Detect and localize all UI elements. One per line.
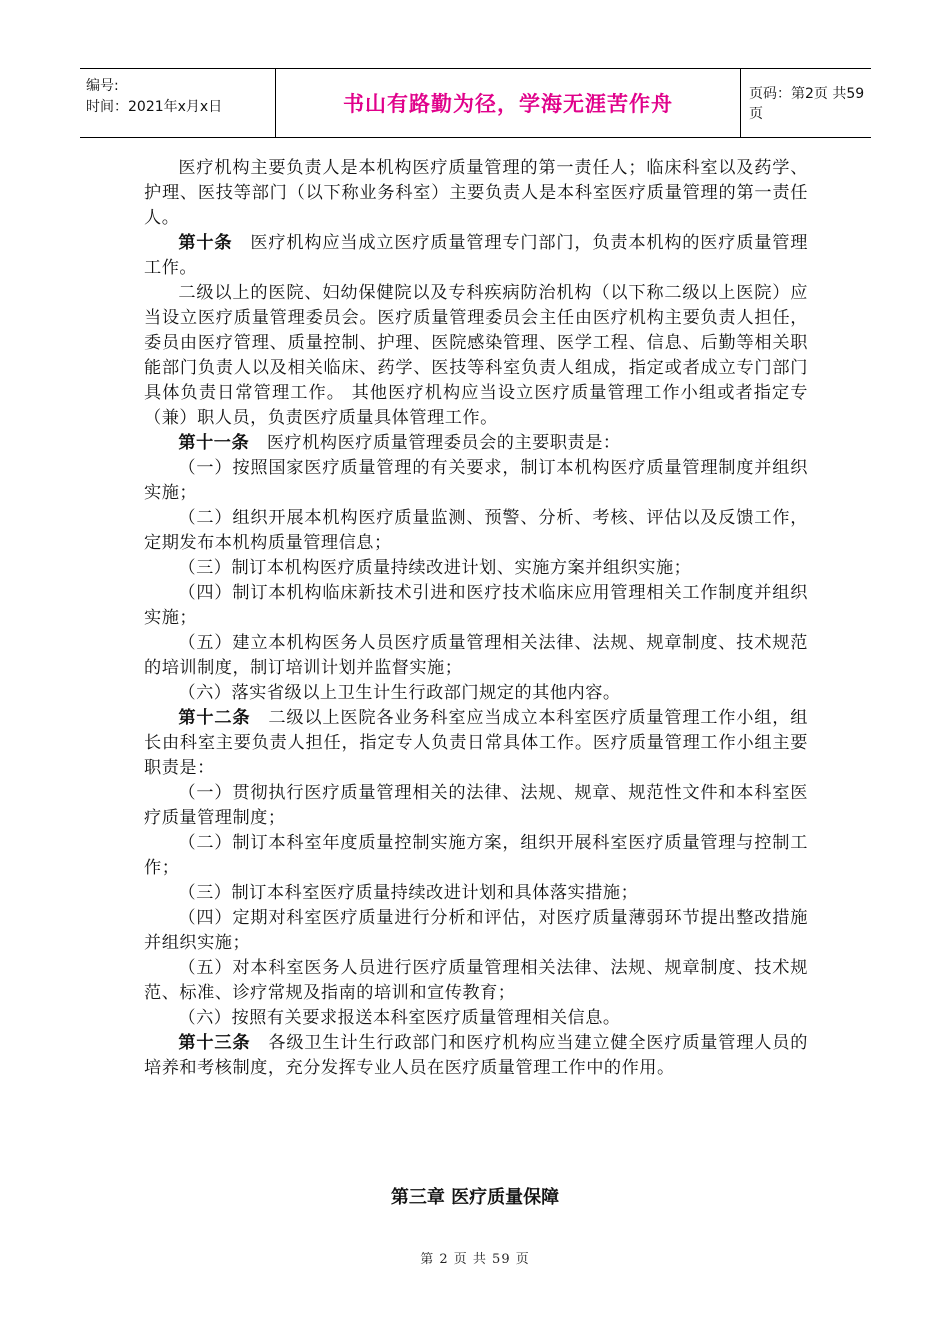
paragraph-text: （四）定期对科室医疗质量进行分析和评估，对医疗质量薄弱环节提出整改措施并组织实施； xyxy=(144,908,808,953)
paragraph-text: 各级卫生计生行政部门和医疗机构应当建立健全医疗质量管理人员的培养和考核制度，充分发挥专业人员在医疗质量管理工作中的作用。 xyxy=(144,1033,808,1078)
paragraph-text: （六）落实省级以上卫生计生行政部门规定的其他内容。 xyxy=(178,683,621,703)
chapter-title: 第三章 医疗质量保障 xyxy=(390,1187,560,1208)
paragraph-text: （一）贯彻执行医疗质量管理相关的法律、法规、规章、规范性文件和本科室医疗质量管理制度； xyxy=(144,783,808,828)
paragraph-text: （六）按照有关要求报送本科室医疗质量管理相关信息。 xyxy=(178,1008,621,1028)
paragraph xyxy=(144,831,808,881)
paragraph xyxy=(144,956,808,1006)
article-number: 第十三条 xyxy=(178,1033,251,1053)
paragraph-text: 医疗机构医疗质量管理委员会的主要职责是： xyxy=(249,433,621,453)
paragraph xyxy=(144,1031,808,1081)
paragraph xyxy=(144,906,808,956)
paragraph xyxy=(144,631,808,681)
paragraph xyxy=(144,431,808,456)
paragraph-text: （三）制订本科室医疗质量持续改进计划和具体落实措施； xyxy=(178,883,639,903)
paragraph-text: （四）制订本机构临床新技术引进和医疗技术临床应用管理相关工作制度并组织实施； xyxy=(144,583,808,628)
paragraph-text: （一）按照国家医疗质量管理的有关要求，制订本机构医疗质量管理制度并组织实施； xyxy=(144,458,808,503)
number-label: 编号: xyxy=(86,78,119,94)
document-body xyxy=(144,156,808,1081)
paragraph-text: （二）组织开展本机构医疗质量监测、预警、分析、考核、评估以及反馈工作，定期发布本机构质量管理信息； xyxy=(144,508,808,553)
paragraph-text: 二级以上的医院、妇幼保健院以及专科疾病防治机构（以下称二级以上医院）应当设立医疗质量管理委员会。医疗质量管理委员会主任由医疗机构主要负责人担任，委员由医疗管理、质量控制、护理、医院感染管理、医学工程、信息、后勤等相关职能部门负责人以及相关临床、药学、医技等科室负责人组成，指定或者成立专门部门具体负责日常管理工作。 其他医疗机构应当设立医疗质量管理工作小组或者指定专（兼）职人员，负责医疗质量具体管理工作。 xyxy=(144,283,808,428)
paragraph xyxy=(144,706,808,781)
paragraph-text: 医疗机构应当成立医疗质量管理专门部门，负责本机构的医疗质量管理工作。 xyxy=(144,233,808,278)
paragraph xyxy=(144,556,808,581)
article-number: 第十二条 xyxy=(178,708,251,728)
time-label: 时间：2021年x月x日 xyxy=(86,99,223,115)
paragraph-text: （三）制订本机构医疗质量持续改进计划、实施方案并组织实施； xyxy=(178,558,692,578)
paragraph xyxy=(144,156,808,231)
paragraph xyxy=(144,281,808,431)
header-meta xyxy=(80,69,276,137)
paragraph xyxy=(144,781,808,831)
paragraph xyxy=(144,681,808,706)
paragraph-text: （五）对本科室医务人员进行医疗质量管理相关法律、法规、规章制度、技术规范、标准、诊疗常规及指南的培训和宣传教育； xyxy=(144,958,808,1003)
header-motto-cell xyxy=(276,69,741,137)
paragraph-text: 二级以上医院各业务科室应当成立本科室医疗质量管理工作小组，组长由科室主要负责人担任，指定专人负责日常具体工作。医疗质量管理工作小组主要职责是： xyxy=(144,708,808,778)
page-header xyxy=(80,68,871,138)
article-number: 第十条 xyxy=(178,233,233,253)
paragraph xyxy=(144,881,808,906)
header-page-info: 页码：第2页 共59页 xyxy=(749,86,865,122)
paragraph xyxy=(144,456,808,506)
page-footer: 第 2 页 共 59 页 xyxy=(420,1252,530,1267)
paragraph-text: （五）建立本机构医务人员医疗质量管理相关法律、法规、规章制度、技术规范的培训制度，制订培训计划并监督实施； xyxy=(144,633,808,678)
article-number: 第十一条 xyxy=(178,433,250,453)
paragraph xyxy=(144,231,808,281)
paragraph-text: （二）制订本科室年度质量控制实施方案，组织开展科室医疗质量管理与控制工作； xyxy=(144,833,808,878)
paragraph xyxy=(144,1006,808,1031)
paragraph xyxy=(144,581,808,631)
paragraph-text: 医疗机构主要负责人是本机构医疗质量管理的第一责任人；临床科室以及药学、护理、医技等部门（以下称业务科室）主要负责人是本科室医疗质量管理的第一责任人。 xyxy=(144,158,808,228)
paragraph xyxy=(144,506,808,556)
header-motto: 书山有路勤为径，学海无涯苦作舟 xyxy=(343,92,673,116)
